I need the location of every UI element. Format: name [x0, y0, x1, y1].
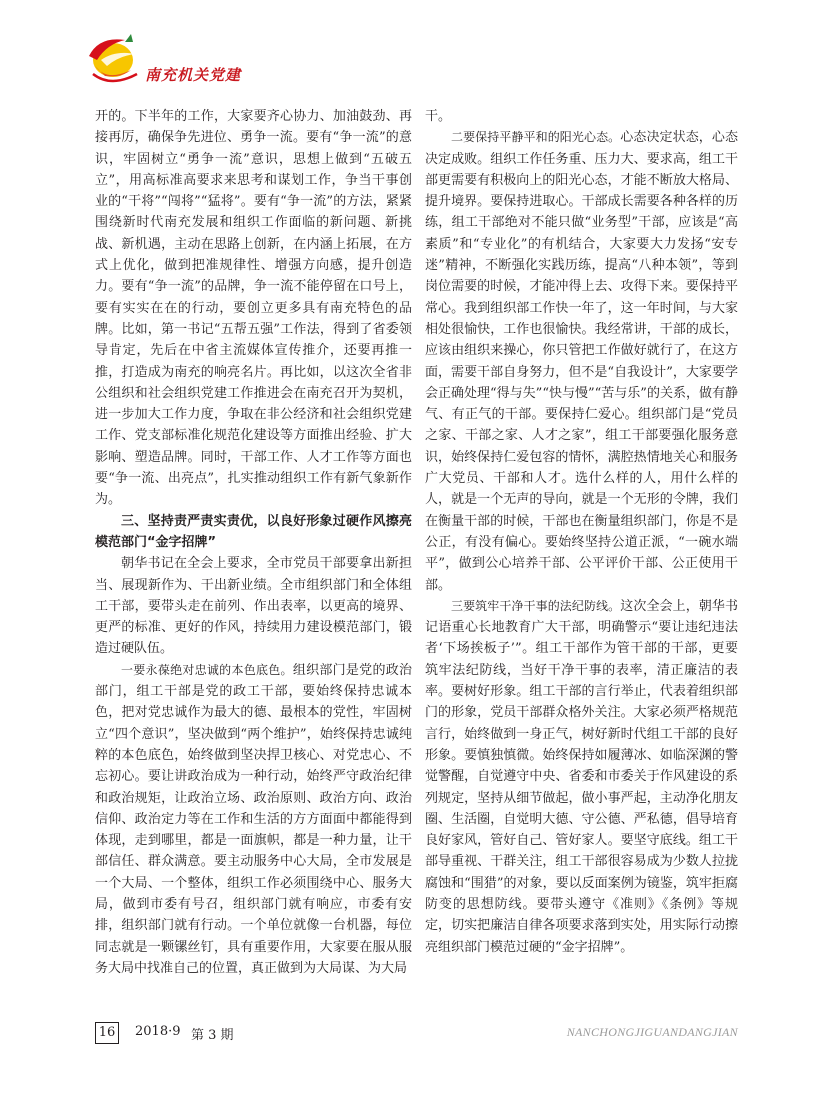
page-footer — [95, 1022, 738, 1044]
paragraph — [95, 660, 412, 979]
page-number: 16 — [95, 1022, 119, 1044]
paragraph: 朝华书记在全会上要求，全市党员干部要拿出新担当、展现新作为、干出新业绩。全市组织部门和全体组工干部，要带头走在前列、作出表率，以更高的境界、更严的标准、更好的作风，持续用力建设模范部门，锻造过硬队伍。 — [95, 556, 412, 657]
article-column-right — [425, 106, 738, 958]
journal-name-en: NANCHONGJIGUANDANGJIAN — [566, 1025, 738, 1039]
journal-logo — [85, 30, 145, 88]
paragraph: 开的。下半年的工作，大家要齐心协力、加油鼓劲、再接再厉，确保争先进位、勇争一流。要有“争一流”的意识，牢固树立“勇争一流”意识，思想上做到“五破五立”，用高标准高要求来思考和谋划工作，争当干事创业的“干将”“闯将”“猛将”。要有“争一流”的方法，紧紧围绕新时代南充发展和组织工作面临的新问题、新挑战、新机遇，主动在思路上创新，在内涵上拓展，在方式上优化，做到把准规律性、增强方向感，提升创造力。要有“争一流”的品牌，争一流不能停留在口号上，要有实实在在的行动，要创立更多具有南充特色的品牌。比如，第一书记“五帮五强”工作法，得到了省委领导肯定，先后在中省主流媒体宣传推介，还要再推一推，打造成为南充的响亮名片。再比如，以这次全省非公组织和社会组织党建工作推进会在南充召开为契机，进一步加大工作力度，争取在非公经济和社会组织党建工作、党支部标准化规范化建设等方面推出经验、扩大影响、塑造品牌。同时，干部工作、人才工作等方面也要“争一流、出亮点”，扎实推动组织工作有新气象新作为。 — [95, 109, 412, 508]
section-heading: 三、坚持责严责实责优，以良好形象过硬作风擦亮模范部门“金字招牌” — [95, 513, 412, 550]
page-header — [0, 0, 813, 100]
paragraph-body: 组织部门是党的政治部门，组工干部是党的政工干部，要始终保持忠诚本色，把对党忠诚作为最大的德、最根本的党性，牢固树立“四个意识”，坚决做到“两个维护”，始终保持忠诚纯粹的本色底色，始终做到坚决捍卫核心、对党忠心、不忘初心。要让讲政治成为一种行动，始终严守政治纪律和政治规矩，让政治立场、政治原则、政治方向、政治信仰、政治定力等在工作和生活的方方面面中都能得到体现，走到哪里，都是一面旗帜，都是一种力量，让干部信任、群众满意。要主动服务中心大局，全市发展是一个大局、一个整体，组织工作必须围绕中心、服务大局，做到市委有号召，组织部门就有响应，市委有安排，组织部门就有行动。一个单位就像一台机器，每位同志就是一颗镙丝钉，具有重要作用，大家要在服从服务大局中找准自己的位置，真正做到为大局谋、为大局 — [95, 662, 412, 976]
paragraph-body: 心态决定状态，心态决定成败。组织工作任务重、压力大、要求高，组工干部更需要有积极向上的阳光心态，才能不断放大格局、提升境界。要保持进取心。干部成长需要各种各样的历练，组工干部绝对不能只做“业务型”干部，应该是“高素质”和“专业化”的有机结合，大家要大力发扬“安专迷”精神，不断强化实践历练，提高“八种本领”，等到岗位需要的时候，才能冲得上去、攻得下来。要保持平常心。我到组织部工作快一年了，这一年时间，与大家相处很愉快，工作也很愉快。我经常讲，干部的成长，应该由组织来操心，你只管把工作做好就行了，在这方面，需要干部自身努力，但不是“自我设计”，大家要学会正确处理“得与失”“快与慢”“苦与乐”的关系，做有静气、有正气的干部。要保持仁爱心。组织部门是“党员之家、干部之家、人才之家”，组工干部要强化服务意识，始终保持仁爱包容的情怀，满腔热情地关心和服务广大党员、干部和人才。选什么样的人，用什么样的人，就是一个无声的导向，就是一个无形的令牌，我们在衡量干部的时候，干部也在衡量组织部门，你是不是公正，有没有偏心。要始终坚持公道正派，“一碗水端平”，做到公心培养干部、公平评价干部、公正使用干部。 — [425, 130, 738, 593]
paragraph — [425, 127, 738, 596]
issue-number: 第 3 期 — [191, 1028, 234, 1043]
article-column-left — [95, 106, 412, 979]
paragraph-lead: 一要永葆绝对忠诚的本色底色。 — [121, 662, 293, 677]
paragraph — [425, 596, 738, 958]
paragraph-body: 这次全会上，朝华书记语重心长地教育广大干部，明确警示“要让违纪违法者‘下场挨板子’”。组工干部作为管干部的干部，更要筑牢法纪防线，当好干净干事的表率，清正廉洁的表率。要树好形象。组工干部的言行举止，代表着组织部门的形象，党员干部群众格外关注。大家必须严格规范言行，始终做到一身正气，树好新时代组工干部的良好形象。要慎独慎微。始终保持如履薄冰、如临深渊的警觉警醒，自觉遵守中央、省委和市委关于作风建设的系列规定，坚持从细节做起，做小事严起，主动净化朋友圈、生活圈，自觉明大德、守公德、严私德，倡导培育良好家风，管好自己、管好家人。要坚守底线。组工干部导重视、干群关注，组工干部很容易成为少数人拉拢腐蚀和“围猎”的对象，要以反面案例为镜鉴，筑牢拒腐防变的思想防线。要带头遵守《准则》《条例》等规定，切实把廉洁自律各项要求落到实处，用实际行动擦亮组织部门模范过硬的“金字招牌”。 — [425, 598, 738, 955]
issue-date: 2018·9 — [135, 1024, 181, 1039]
paragraph-lead: 三要筑牢干净干事的法纪防线。 — [451, 598, 621, 613]
masthead-title: 南充机关党建 — [145, 66, 242, 84]
paragraph: 干。 — [425, 109, 452, 124]
paragraph-lead: 二要保持平静平和的阳光心态。 — [451, 130, 621, 145]
